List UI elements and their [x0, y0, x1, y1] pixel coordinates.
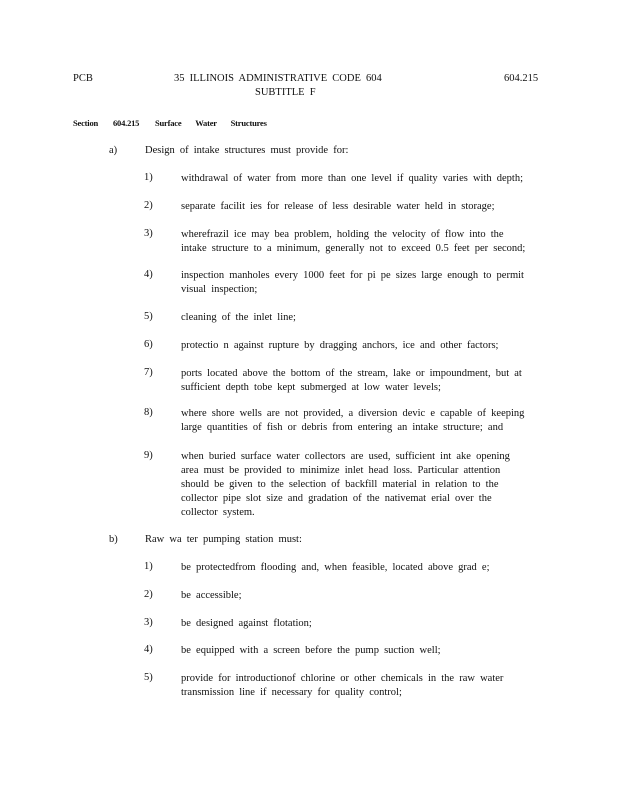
- header-title: 35 ILLINOIS ADMINISTRATIVE CODE 604: [174, 73, 382, 84]
- item-text: inspection manholes every 1000 feet for pi pe sizes large enough to permit: [181, 270, 524, 281]
- item-text: collector pipe slot size and gradation of the nativemat erial over the: [181, 493, 492, 504]
- item-text: separate facilit ies for release of less desirable water held in storage;: [181, 201, 495, 212]
- section-label: Section: [73, 118, 99, 128]
- item-number: 2): [144, 200, 153, 211]
- item-number: 4): [144, 269, 153, 280]
- header-right: 604.215: [504, 73, 539, 84]
- header-subtitle: SUBTITLE F: [255, 87, 316, 98]
- item-text: withdrawal of water from more than one level if quality varies with depth;: [181, 173, 523, 184]
- item-number: 8): [144, 407, 153, 418]
- item-text: ports located above the bottom of the stream, lake or impoundment, but at: [181, 368, 522, 379]
- item-text: when buried surface water collectors are used, sufficient int ake opening: [181, 451, 510, 462]
- item-text: cleaning of the inlet line;: [181, 312, 296, 323]
- item-text: protectio n against rupture by dragging anchors, ice and other factors;: [181, 340, 499, 351]
- item-number: 7): [144, 367, 153, 378]
- header-left: PCB: [73, 73, 93, 84]
- section-number: 604.215: [113, 118, 140, 128]
- item-text: area must be provided to minimize inlet head loss. Particular attention: [181, 465, 501, 476]
- item-number: 3): [144, 228, 153, 239]
- item-text: provide for introductionof chlorine or other chemicals in the raw water: [181, 673, 504, 684]
- part-a-label: a): [109, 145, 118, 156]
- item-number: 6): [144, 339, 153, 350]
- item-text: sufficient depth tobe kept submerged at low water levels;: [181, 382, 441, 393]
- item-text: large quantities of fish or debris from entering an intake structure; and: [181, 422, 504, 433]
- item-text: intake structure to a minimum, generally not to exceed 0.5 feet per second;: [181, 243, 526, 254]
- item-number: 1): [144, 561, 153, 572]
- item-number: 9): [144, 450, 153, 461]
- item-text: wherefrazil ice may bea problem, holding the velocity of flow into the: [181, 229, 504, 240]
- item-text: be protectedfrom flooding and, when feasible, located above grad e;: [181, 562, 490, 573]
- item-number: 2): [144, 589, 153, 600]
- item-text: be designed against flotation;: [181, 618, 312, 629]
- part-b-intro: Raw wa ter pumping station must:: [145, 534, 302, 545]
- part-a-intro: Design of intake structures must provide for:: [145, 145, 349, 156]
- item-number: 5): [144, 672, 153, 683]
- item-text: transmission line if necessary for quality control;: [181, 687, 402, 698]
- item-number: 4): [144, 644, 153, 655]
- item-text: be accessible;: [181, 590, 242, 601]
- item-text: be equipped with a screen before the pump suction well;: [181, 645, 441, 656]
- item-number: 1): [144, 172, 153, 183]
- part-b-label: b): [109, 534, 118, 545]
- section-title: Surface Water Structures: [155, 118, 267, 128]
- item-number: 3): [144, 617, 153, 628]
- item-text: visual inspection;: [181, 284, 258, 295]
- item-text: where shore wells are not provided, a diversion devic e capable of keeping: [181, 408, 525, 419]
- item-text: collector system.: [181, 507, 255, 518]
- item-number: 5): [144, 311, 153, 322]
- item-text: should be given to the selection of backfill material in relation to the: [181, 479, 499, 490]
